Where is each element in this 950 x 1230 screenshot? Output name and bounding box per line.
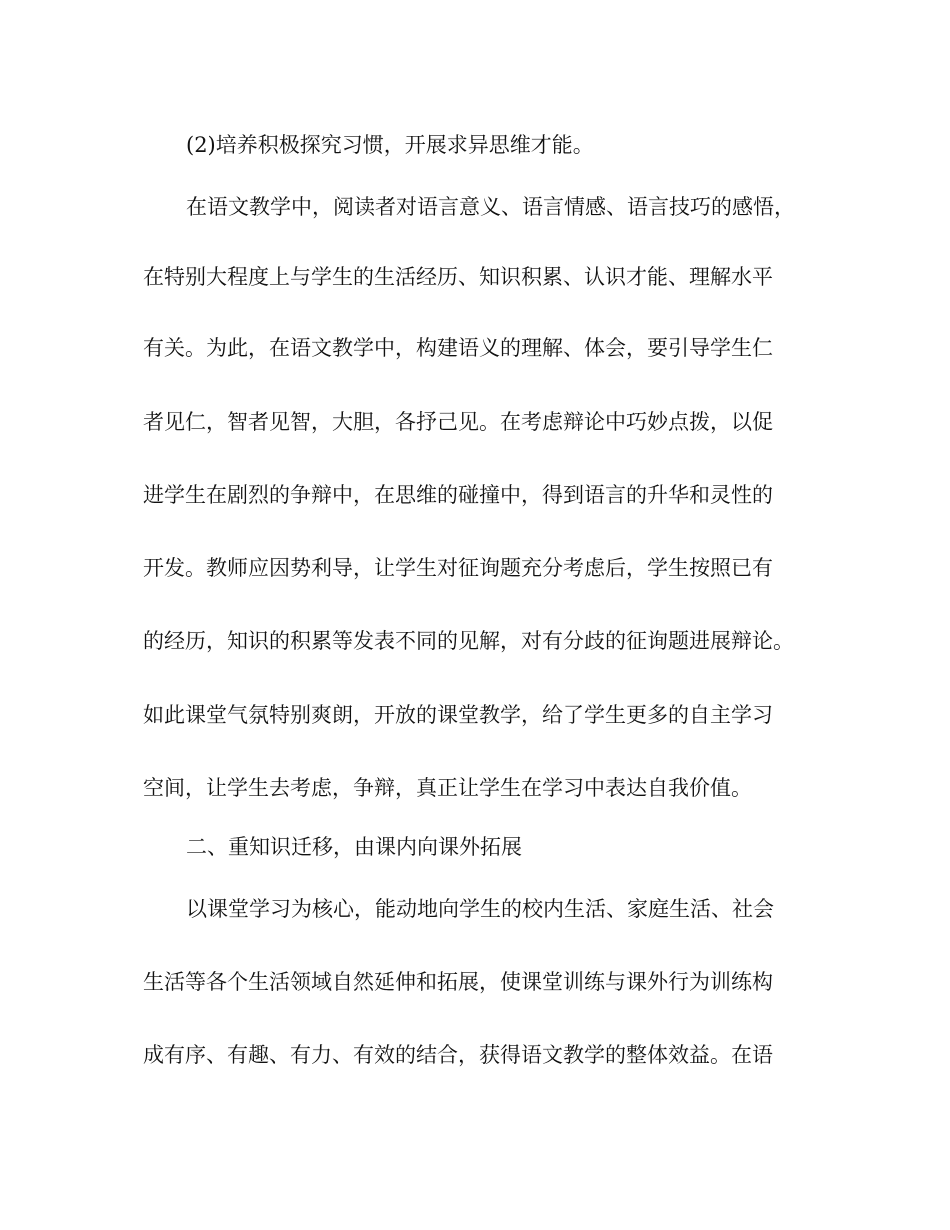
paragraph-line: 进学生在剧烈的争辩中，在思维的碰撞中，得到语言的升华和灵性的 [143, 483, 773, 507]
paragraph-line: 在语文教学中，阅读者对语言意义、语言情感、语言技巧的感悟， [186, 195, 795, 219]
paragraph-line: 的经历，知识的积累等发表不同的见解，对有分歧的征询题进展辩论。 [143, 629, 794, 653]
paragraph-line: 有关。为此，在语文教学中，构建语义的理解、体会，要引导学生仁 [143, 336, 773, 360]
paragraph-line: 如此课堂气氛特别爽朗，开放的课堂教学，给了学生更多的自主学习 [143, 703, 773, 727]
paragraph-line: 开发。教师应因势利导，让学生对征询题充分考虑后，学生按照已有 [143, 556, 773, 580]
section-heading: 二、重知识迁移，由课内向课外拓展 [186, 835, 522, 859]
paragraph-line: 生活等各个生活领域自然延伸和拓展，使课堂训练与课外行为训练构 [143, 970, 773, 994]
paragraph-line: 成有序、有趣、有力、有效的结合，获得语文教学的整体效益。在语 [143, 1043, 773, 1067]
paragraph-line: 以课堂学习为核心，能动地向学生的校内生活、家庭生活、社会 [186, 897, 774, 921]
paragraph-line: 者见仁，智者见智，大胆，各抒己见。在考虑辩论中巧妙点拨，以促 [143, 410, 773, 434]
paragraph-line: 空间，让学生去考虑，争辩，真正让学生在学习中表达自我价值。 [143, 776, 752, 800]
paragraph-line: 在特别大程度上与学生的生活经历、知识积累、认识才能、理解水平 [143, 265, 773, 289]
subheading-line: (2)培养积极探究习惯，开展求异思维才能。 [186, 133, 594, 157]
